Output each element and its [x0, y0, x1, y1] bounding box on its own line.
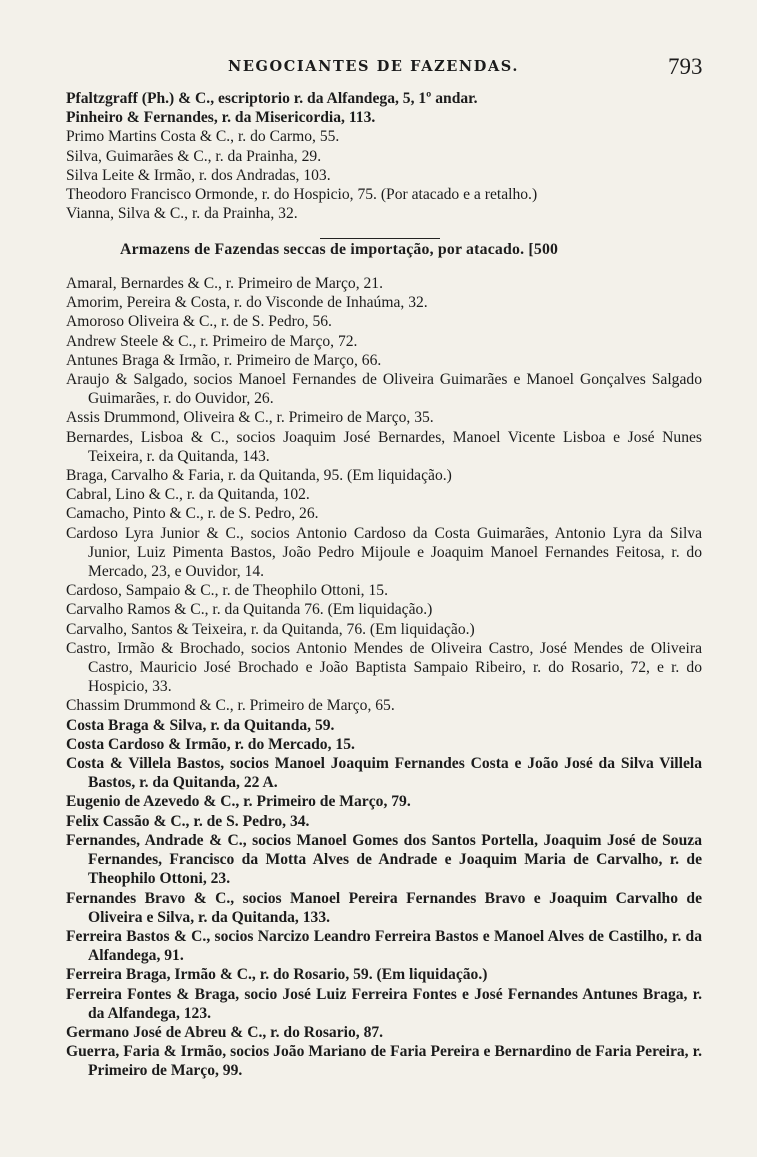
list-item: Amaral, Bernardes & C., r. Primeiro de Março, 21. — [66, 275, 383, 292]
list-item: Vianna, Silva & C., r. da Prainha, 32. — [66, 205, 298, 223]
list-item: Araujo & Salgado, socios Manoel Fernandes de Oliveira Guimarães e Manoel Gonçalves Salgado Guimarães, r. do Ouvidor, 26. — [66, 371, 702, 408]
list-item: Cabral, Lino & C., r. da Quitanda, 102. — [66, 486, 310, 504]
list-item: Felix Cassão & C., r. de S. Pedro, 34. — [66, 812, 310, 830]
list-item: Theodoro Francisco Ormonde, r. do Hospicio, 75. (Por atacado e a retalho.) — [66, 186, 538, 204]
list-item: Castro, Irmão & Brochado, socios Antonio Mendes de Oliveira Castro, José Mendes de Oliveira Castro, Mauricio José Brochado e João Baptista Sampaio Ribeiro, r. do Rosario, 72, e r. do Hospicio, 33. — [66, 639, 702, 696]
list-item: Braga, Carvalho & Faria, r. da Quitanda, 95. (Em liquidação.) — [66, 467, 452, 485]
list-item: Chassim Drummond & C., r. Primeiro de Março, 65. — [66, 697, 395, 715]
section-divider — [320, 238, 440, 239]
list-item: Costa & Villela Bastos, socios Manoel Joaquim Fernandes Costa e João José da Silva Villela Bastos, r. da Quitanda, 22 A. — [66, 755, 702, 792]
list-item: Ferreira Bastos & C., socios Narcizo Leandro Ferreira Bastos e Manoel Alves de Castilho, r. da Alfandega, 91. — [66, 927, 702, 965]
page-header — [0, 56, 757, 82]
list-item: Antunes Braga & Irmão, r. Primeiro de Março, 66. — [66, 351, 382, 369]
list-item: Assis Drummond, Oliveira & C., r. Primeiro de Março, 35. — [66, 409, 434, 427]
list-item: Costa Cardoso & Irmão, r. do Mercado, 15. — [66, 735, 355, 753]
list-item: Pinheiro & Fernandes, r. da Misericordia, 113. — [66, 109, 376, 127]
list-item: Carvalho Ramos & C., r. da Quitanda 76. (Em liquidação.) — [66, 601, 433, 619]
section-heading: Armazens de Fazendas seccas de importação, por atacado. [500 — [120, 241, 559, 258]
list-item: Primo Martins Costa & C., r. do Carmo, 55. — [66, 128, 340, 146]
top-entry-list — [66, 89, 702, 223]
list-item: Germano José de Abreu & C., r. do Rosario, 87. — [66, 1023, 384, 1041]
page-number: 793 — [668, 54, 703, 79]
running-title: NEGOCIANTES DE FAZENDAS. — [228, 58, 519, 75]
list-item: Costa Braga & Silva, r. da Quitanda, 59. — [66, 716, 335, 734]
list-item: Guerra, Faria & Irmão, socios João Mariano de Faria Pereira e Bernardino de Faria Pereira, r. Primeiro de Março, 99. — [66, 1043, 702, 1080]
list-item: Bernardes, Lisboa & C., socios Joaquim José Bernardes, Manoel Vicente Lisboa e José Nunes Teixeira, r. da Quitanda, 143. — [66, 428, 702, 465]
list-item: Cardoso, Sampaio & C., r. de Theophilo Ottoni, 15. — [66, 582, 388, 600]
list-item: Camacho, Pinto & C., r. de S. Pedro, 26. — [66, 505, 319, 523]
list-item: Fernandes, Andrade & C., socios Manoel Gomes dos Santos Portella, Joaquim José de Souza Fernandes, Francisco da Motta Alves de Andrade e Joaquim Maria de Carvalho, r. de Theophilo Ottoni, 23. — [66, 831, 702, 888]
list-item: Carvalho, Santos & Teixeira, r. da Quitanda, 76. (Em liquidação.) — [66, 620, 475, 638]
list-item: Amorim, Pereira & Costa, r. do Visconde de Inhaúma, 32. — [66, 294, 428, 312]
list-item: Fernandes Bravo & C., socios Manoel Pereira Fernandes Bravo e Joaquim Carvalho de Oliveira e Silva, r. da Quitanda, 133. — [66, 889, 702, 926]
list-item: Andrew Steele & C., r. Primeiro de Março, 72. — [66, 332, 358, 350]
list-item: Pfaltzgraff (Ph.) & C., escriptorio r. da Alfandega, 5, 1º andar. — [66, 90, 478, 107]
entry-list — [66, 274, 702, 1081]
list-item: Amoroso Oliveira & C., r. de S. Pedro, 56. — [66, 313, 332, 331]
list-item: Silva Leite & Irmão, r. dos Andradas, 103. — [66, 166, 331, 184]
list-item: Ferreira Braga, Irmão & C., r. do Rosario, 59. (Em liquidação.) — [66, 966, 488, 984]
list-item: Cardoso Lyra Junior & C., socios Antonio Cardoso da Costa Guimarães, Antonio Lyra da Silva Junior, Luiz Pimenta Bastos, João Pedro Mijoule e Joaquim Manoel Fernandes Feitosa, r. do Mercado, 23, e Ouvidor, 14. — [66, 524, 702, 581]
list-item: Ferreira Fontes & Braga, socio José Luiz Ferreira Fontes e José Fernandes Antunes Braga, r. da Alfandega, 123. — [66, 985, 702, 1022]
list-item: Eugenio de Azevedo & C., r. Primeiro de Março, 79. — [66, 793, 411, 811]
list-item: Silva, Guimarães & C., r. da Prainha, 29. — [66, 147, 322, 165]
